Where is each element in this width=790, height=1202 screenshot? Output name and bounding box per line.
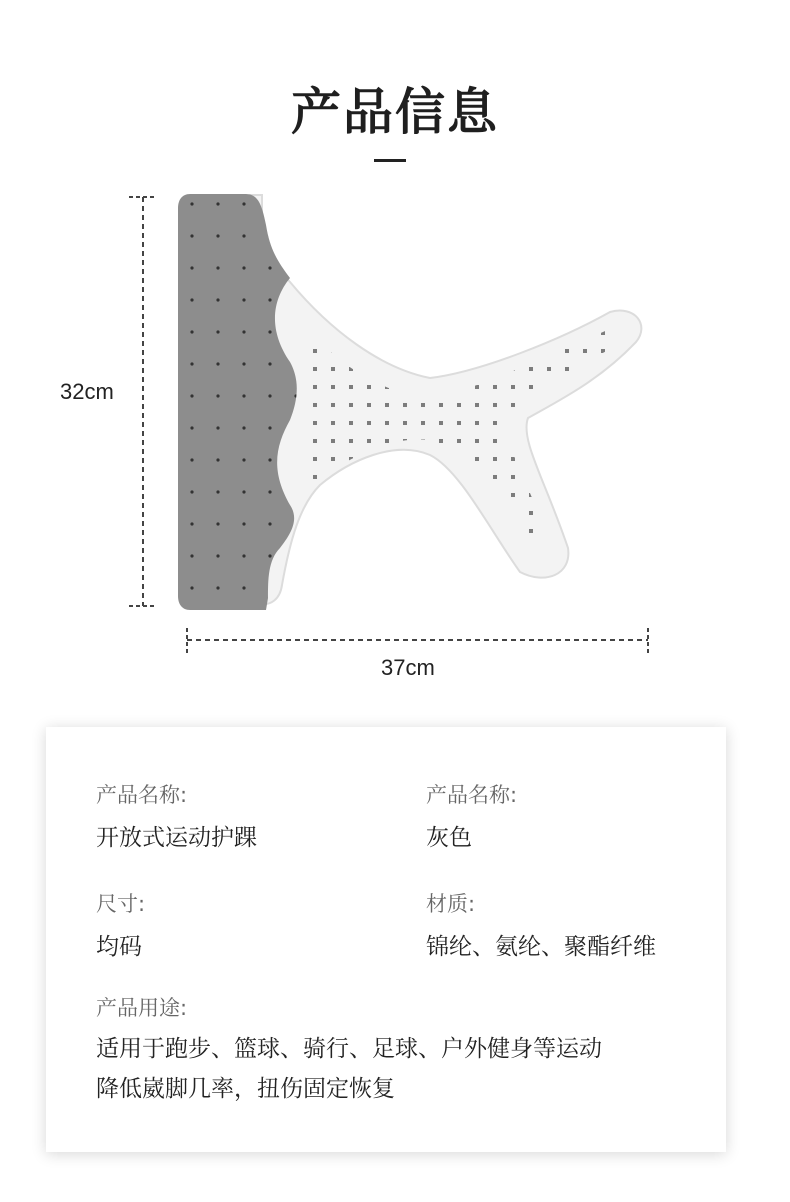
product-name-value: 开放式运动护踝 bbox=[96, 825, 257, 851]
page-title: 产品信息 bbox=[291, 83, 499, 141]
product-name-label: 产品名称: bbox=[96, 783, 188, 807]
size-value: 均码 bbox=[96, 934, 142, 960]
foam-pad-image bbox=[178, 194, 297, 610]
size-label: 尺寸: bbox=[96, 892, 146, 916]
mesh-strap-image bbox=[250, 195, 641, 604]
usage-line-1: 适用于跑步、篮球、骑行、足球、户外健身等运动 bbox=[96, 1036, 602, 1062]
height-label: 32cm bbox=[60, 379, 114, 404]
usage-label: 产品用途: bbox=[96, 996, 188, 1020]
width-label: 37cm bbox=[381, 655, 435, 680]
product-color-label: 产品名称: bbox=[426, 783, 518, 807]
spec-card bbox=[46, 727, 726, 1152]
product-color-value: 灰色 bbox=[426, 825, 472, 851]
height-dimension-line bbox=[129, 197, 157, 606]
usage-line-2: 降低崴脚几率，扭伤固定恢复 bbox=[96, 1076, 395, 1102]
width-dimension-line bbox=[187, 628, 648, 656]
material-label: 材质: bbox=[426, 892, 476, 916]
material-value: 锦纶、氨纶、聚酯纤维 bbox=[426, 934, 656, 960]
